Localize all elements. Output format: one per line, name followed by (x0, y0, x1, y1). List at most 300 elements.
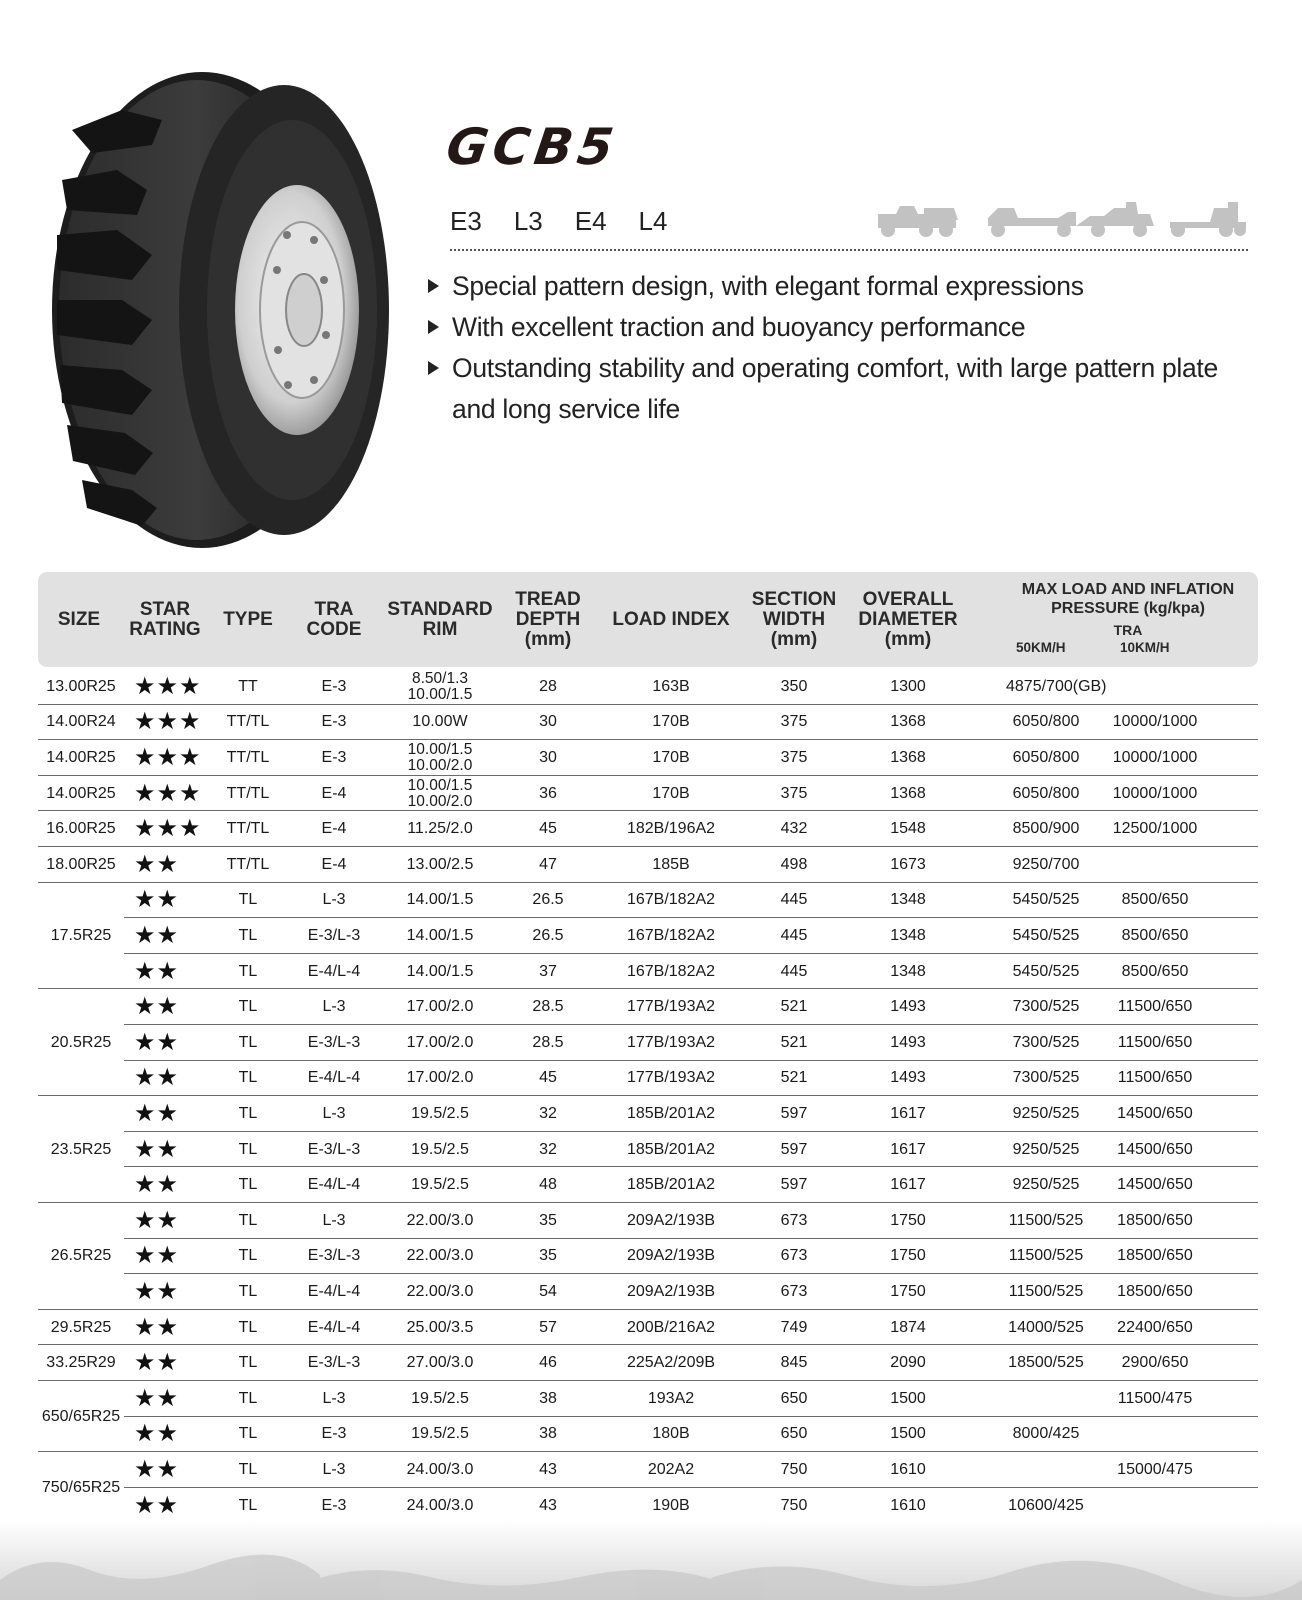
load-10kmh-cell: 10000/1000 (1112, 748, 1198, 766)
table-header (38, 572, 1258, 667)
rim-cell (382, 1417, 498, 1453)
load-50kmh-cell: 11500/525 (1008, 1282, 1084, 1300)
rim-cell (382, 740, 498, 776)
tra-code-cell: E-3/L-3 (307, 1354, 361, 1372)
table-row (38, 1239, 1258, 1275)
type-cell: TL (238, 1425, 258, 1443)
tra-code-cell: E-4/L-4 (307, 962, 361, 980)
star-rating-icon: ★★ (134, 1420, 180, 1448)
tra-label: TRA (1113, 622, 1143, 638)
table-row (38, 1488, 1258, 1524)
type-cell: TT/TL (226, 784, 270, 802)
rim-cell (382, 883, 498, 919)
type-cell: TL (238, 1069, 258, 1087)
load-10kmh-cell: 10000/1000 (1112, 784, 1198, 802)
tra-code-cell: E-4/L-4 (307, 1318, 361, 1336)
size-cell: 29.5R25 (50, 1318, 112, 1336)
tread-depth-cell: 32 (539, 1140, 557, 1158)
load-index-cell: 200B/216A2 (626, 1318, 716, 1336)
col-tread-depth: TREAD DEPTH (mm) (515, 588, 581, 650)
load-10kmh-cell: 18500/650 (1117, 1282, 1193, 1300)
size-cell: 750/65R25 (41, 1478, 121, 1496)
tra-code-cell: E-4/L-4 (307, 1069, 361, 1087)
table-row (38, 1310, 1258, 1346)
load-index-cell: 185B/201A2 (626, 1104, 716, 1122)
load-10kmh-cell: 12500/1000 (1112, 820, 1198, 838)
rim-cell (382, 811, 498, 847)
articulated-dump-truck-icon (878, 206, 958, 237)
load-index-cell: 185B/201A2 (626, 1140, 716, 1158)
col-type: TYPE (223, 608, 273, 630)
rim-value: 22.00/3.0 (406, 1211, 474, 1229)
overall-diameter-cell: 1348 (890, 926, 926, 944)
load-10kmh-cell: 8500/650 (1121, 926, 1189, 944)
type-cell: TL (238, 1033, 258, 1051)
machine-icons (876, 198, 1248, 240)
type-cell: TL (238, 891, 258, 909)
tread-depth-cell: 26.5 (532, 891, 564, 909)
tra-code-cell: E-3 (321, 713, 347, 731)
speed-labels (998, 640, 1258, 660)
load-10kmh-cell: 22400/650 (1117, 1318, 1193, 1336)
table-row (38, 883, 1258, 919)
rim-value: 17.00/2.0 (406, 1033, 474, 1051)
load-50kmh-cell (984, 1381, 1108, 1417)
type-cell: TL (238, 1176, 258, 1194)
table-row (38, 1417, 1258, 1453)
size-cell: 14.00R25 (46, 784, 116, 802)
section-width-cell: 375 (780, 748, 808, 766)
tra-code-cell: L-3 (322, 998, 346, 1016)
load-index-cell: 163B (652, 677, 690, 695)
tra-code-cell: E-3 (321, 748, 347, 766)
star-rating-icon: ★★ (134, 993, 180, 1021)
tread-depth-cell: 30 (539, 713, 557, 731)
load-index-cell: 170B (652, 748, 690, 766)
load-50kmh-cell: 18500/525 (1008, 1354, 1084, 1372)
rim-value: 10.00/2.0 (407, 756, 473, 774)
load-50kmh-cell: 11500/525 (1008, 1247, 1084, 1265)
star-rating-icon: ★★ (134, 1135, 180, 1163)
load-50kmh-cell: 9250/525 (1012, 1176, 1080, 1194)
table-row (38, 811, 1258, 847)
type-cell: TL (238, 1354, 258, 1372)
feature-text: Outstanding stability and operating comfort, with large pattern plate and long service life (452, 353, 1218, 424)
load-10kmh-cell: 18500/650 (1117, 1211, 1193, 1229)
load-index-cell: 202A2 (647, 1460, 695, 1478)
rim-cell (382, 669, 498, 705)
section-width-cell: 521 (780, 998, 808, 1016)
rim-value: 8.50/1.3 (411, 669, 469, 687)
overall-diameter-cell: 1493 (890, 998, 926, 1016)
type-cell: TT/TL (226, 713, 270, 731)
overall-diameter-cell: 2090 (890, 1354, 926, 1372)
load-10kmh-cell: 8500/650 (1121, 962, 1189, 980)
speed-50-label: 50KM/H (1016, 640, 1066, 655)
load-50kmh-cell (984, 1452, 1108, 1488)
speed-10-label: 10KM/H (1120, 640, 1170, 655)
rim-cell (382, 1488, 498, 1524)
table-row (38, 1167, 1258, 1203)
load-50kmh-cell: 8500/900 (1012, 820, 1080, 838)
star-rating-icon: ★★ (134, 1028, 180, 1056)
rim-value: 17.00/2.0 (406, 1069, 474, 1087)
rim-cell (382, 1274, 498, 1310)
type-cell: TT/TL (226, 820, 270, 838)
size-cell: 18.00R25 (46, 855, 116, 873)
star-rating-icon: ★★ (134, 921, 180, 949)
load-index-cell: 177B/193A2 (626, 1069, 716, 1087)
rim-value: 10.00/1.5 (407, 685, 473, 703)
tread-depth-cell: 45 (539, 1069, 557, 1087)
section-width-cell: 521 (780, 1069, 808, 1087)
load-10kmh-cell: 11500/475 (1117, 1389, 1193, 1407)
load-50kmh-cell: 14000/525 (1008, 1318, 1084, 1336)
tread-depth-cell: 36 (539, 784, 557, 802)
col-max-load (998, 580, 1258, 660)
star-rating-icon: ★★ (134, 1206, 180, 1234)
load-10kmh-cell (1100, 1488, 1210, 1524)
overall-diameter-cell: 1500 (890, 1425, 926, 1443)
star-rating-icon: ★★ (134, 1242, 180, 1270)
section-width-cell: 498 (780, 855, 808, 873)
tra-code-cell: E-3/L-3 (307, 926, 361, 944)
load-50kmh-cell: 6050/800 (1012, 784, 1080, 802)
table-row (38, 776, 1258, 812)
load-index-cell: 167B/182A2 (626, 891, 716, 909)
load-50kmh-cell: 7300/525 (1012, 998, 1080, 1016)
tread-depth-cell: 43 (539, 1496, 557, 1514)
overall-diameter-cell: 1750 (890, 1211, 926, 1229)
tra-code-cell: L-3 (322, 1104, 346, 1122)
col-overall-diameter: OVERALL DIAMETER (mm) (858, 588, 958, 650)
rim-value: 24.00/3.0 (406, 1460, 474, 1478)
rim-cell (382, 1345, 498, 1381)
section-width-cell: 673 (780, 1211, 808, 1229)
tread-depth-cell: 28 (539, 677, 557, 695)
load-10kmh-cell: 11500/650 (1117, 1033, 1193, 1051)
overall-diameter-cell: 1750 (890, 1282, 926, 1300)
rim-value: 19.5/2.5 (411, 1425, 469, 1443)
star-rating-icon: ★★ (134, 1277, 180, 1305)
type-cell: TL (238, 1389, 258, 1407)
max-load-line2: PRESSURE (kg/kpa) (1051, 600, 1205, 617)
star-rating-icon: ★★ (134, 1313, 180, 1341)
load-index-cell: 193A2 (647, 1389, 695, 1407)
rim-cell (382, 1132, 498, 1168)
section-width-cell: 375 (780, 784, 808, 802)
rim-cell (382, 1381, 498, 1417)
table-row (38, 1381, 1258, 1417)
load-index-cell: 209A2/193B (626, 1247, 716, 1265)
rim-value: 27.00/3.0 (406, 1354, 474, 1372)
rim-value: 14.00/1.5 (406, 891, 474, 909)
rim-value: 10.00/2.0 (407, 792, 473, 810)
overall-diameter-cell: 1617 (890, 1104, 926, 1122)
section-width-cell: 597 (780, 1104, 808, 1122)
table-row (38, 847, 1258, 883)
star-rating-icon: ★★ (134, 1491, 180, 1519)
type-cell: TT/TL (226, 855, 270, 873)
load-50kmh-cell: 9250/700 (1012, 855, 1080, 873)
tra-code-cell: E-3/L-3 (307, 1140, 361, 1158)
load-10kmh-cell: 10000/1000 (1112, 713, 1198, 731)
tread-depth-cell: 48 (539, 1176, 557, 1194)
feature-item (428, 266, 1248, 307)
load-50kmh-cell: 7300/525 (1012, 1069, 1080, 1087)
tread-depth-cell: 54 (539, 1282, 557, 1300)
overall-diameter-cell: 1368 (890, 748, 926, 766)
table-row (38, 1274, 1258, 1310)
tra-code-cell: E-4 (321, 820, 347, 838)
size-cell: 26.5R25 (50, 1247, 112, 1265)
table-row (38, 954, 1258, 990)
rim-cell (382, 1025, 498, 1061)
load-index-cell: 167B/182A2 (626, 962, 716, 980)
size-cell: 14.00R25 (46, 748, 116, 766)
rim-value: 17.00/2.0 (406, 998, 474, 1016)
type-cell: TL (238, 1247, 258, 1265)
rim-cell (382, 1310, 498, 1346)
load-50kmh-cell: 11500/525 (1008, 1211, 1084, 1229)
load-10kmh-cell: 14500/650 (1117, 1104, 1193, 1122)
rim-value: 10.00W (412, 713, 468, 731)
rim-cell (382, 1239, 498, 1275)
motor-grader-icon (1170, 202, 1246, 237)
rim-cell (382, 1203, 498, 1239)
load-10kmh-cell (1100, 669, 1210, 705)
load-50kmh-cell: 7300/525 (1012, 1033, 1080, 1051)
overall-diameter-cell: 1610 (890, 1460, 926, 1478)
section-width-cell: 597 (780, 1140, 808, 1158)
table-row (38, 1096, 1258, 1132)
load-index-cell: 180B (652, 1425, 690, 1443)
tread-depth-cell: 38 (539, 1389, 557, 1407)
star-rating-icon: ★★ (134, 1171, 180, 1199)
size-cell: 20.5R25 (50, 1033, 112, 1051)
rim-value: 11.25/2.0 (407, 820, 473, 838)
rim-value: 19.5/2.5 (411, 1140, 469, 1158)
tread-depth-cell: 37 (539, 962, 557, 980)
code-l4: L4 (638, 206, 668, 236)
tra-code-cell: E-4/L-4 (307, 1176, 361, 1194)
section-width-cell: 375 (780, 713, 808, 731)
section-width-cell: 750 (780, 1496, 808, 1514)
load-index-cell: 225A2/209B (626, 1354, 716, 1372)
load-index-cell: 170B (652, 784, 690, 802)
tread-depth-cell: 35 (539, 1247, 557, 1265)
tra-code-cell: E-4 (321, 784, 347, 802)
size-cell: 16.00R25 (46, 820, 116, 838)
overall-diameter-cell: 1368 (890, 713, 926, 731)
load-50kmh-cell: 9250/525 (1012, 1140, 1080, 1158)
rim-cell (382, 1452, 498, 1488)
tread-depth-cell: 47 (539, 855, 557, 873)
type-cell: TL (238, 1318, 258, 1336)
section-width-cell: 445 (780, 891, 808, 909)
load-10kmh-cell: 8500/650 (1121, 891, 1189, 909)
bullet-triangle-icon (428, 279, 439, 293)
feature-text: With excellent traction and buoyancy performance (452, 312, 1026, 342)
load-50kmh-cell: 5450/525 (1012, 891, 1080, 909)
type-cell: TT/TL (226, 748, 270, 766)
code-e3: E3 (450, 206, 482, 236)
table-row (38, 989, 1258, 1025)
tra-code-cell: L-3 (322, 1211, 346, 1229)
section-width-cell: 445 (780, 926, 808, 944)
section-width-cell: 445 (780, 962, 808, 980)
tra-code-cell: E-3 (321, 1425, 347, 1443)
rim-cell (382, 918, 498, 954)
rim-value: 19.5/2.5 (411, 1176, 469, 1194)
type-cell: TL (238, 1282, 258, 1300)
type-cell: TL (238, 998, 258, 1016)
load-10kmh-cell: 18500/650 (1117, 1247, 1193, 1265)
col-load-index: LOAD INDEX (612, 608, 730, 630)
rim-cell (382, 847, 498, 883)
tra-code-cell: E-4 (321, 855, 347, 873)
feature-list (428, 266, 1248, 430)
load-50kmh-cell: 9250/525 (1012, 1104, 1080, 1122)
table-row (38, 740, 1258, 776)
load-index-cell: 177B/193A2 (626, 1033, 716, 1051)
rim-cell (382, 1096, 498, 1132)
star-rating-icon: ★★ (134, 1455, 180, 1483)
load-50kmh-cell: 6050/800 (1012, 713, 1080, 731)
rim-value: 10.00/1.5 (407, 740, 473, 758)
rim-value: 13.00/2.5 (406, 855, 474, 873)
rim-value: 19.5/2.5 (411, 1104, 469, 1122)
overall-diameter-cell: 1300 (890, 677, 926, 695)
tra-code-cell: E-3 (321, 677, 347, 695)
load-10kmh-cell (1100, 1417, 1210, 1453)
star-rating-icon: ★★ (134, 850, 180, 878)
application-codes (450, 206, 667, 237)
rim-value: 22.00/3.0 (406, 1247, 474, 1265)
overall-diameter-cell: 1493 (890, 1069, 926, 1087)
bullet-triangle-icon (428, 320, 439, 334)
rim-value: 10.00/1.5 (407, 776, 473, 794)
load-index-cell: 185B (652, 855, 690, 873)
star-rating-icon: ★★ (134, 1349, 180, 1377)
rim-value: 22.00/3.0 (406, 1282, 474, 1300)
overall-diameter-cell: 1617 (890, 1140, 926, 1158)
rim-cell (382, 1167, 498, 1203)
section-width-cell: 521 (780, 1033, 808, 1051)
tire-image (52, 70, 392, 550)
overall-diameter-cell: 1617 (890, 1176, 926, 1194)
load-50kmh-cell: 5450/525 (1012, 962, 1080, 980)
star-rating-icon: ★★ (134, 1384, 180, 1412)
section-width-cell: 650 (780, 1425, 808, 1443)
overall-diameter-cell: 1368 (890, 784, 926, 802)
overall-diameter-cell: 1348 (890, 891, 926, 909)
load-50kmh-cell: 10600/425 (1008, 1496, 1084, 1514)
rim-value: 25.00/3.5 (406, 1318, 474, 1336)
star-rating-icon: ★★ (134, 957, 180, 985)
table-row (38, 1025, 1258, 1061)
rocky-ground-decoration (0, 1520, 1302, 1600)
tread-depth-cell: 28.5 (532, 1033, 564, 1051)
tread-depth-cell: 38 (539, 1425, 557, 1443)
star-rating-icon: ★★ (134, 886, 180, 914)
load-50kmh-cell: 5450/525 (1012, 926, 1080, 944)
load-10kmh-cell: 11500/650 (1117, 1069, 1193, 1087)
type-cell: TL (238, 1460, 258, 1478)
rim-value: 14.00/1.5 (406, 962, 474, 980)
tread-depth-cell: 26.5 (532, 926, 564, 944)
tread-depth-cell: 46 (539, 1354, 557, 1372)
overall-diameter-cell: 1548 (890, 820, 926, 838)
section-width-cell: 432 (780, 820, 808, 838)
table-row (38, 918, 1258, 954)
size-cell: 650/65R25 (41, 1407, 121, 1425)
star-rating-icon: ★★ (134, 1064, 180, 1092)
load-index-cell: 170B (652, 713, 690, 731)
table-row (38, 1132, 1258, 1168)
section-width-cell: 749 (780, 1318, 808, 1336)
load-index-cell: 185B/201A2 (626, 1176, 716, 1194)
overall-diameter-cell: 1673 (890, 855, 926, 873)
code-l3: L3 (513, 206, 543, 236)
load-index-cell: 190B (652, 1496, 690, 1514)
rim-cell (382, 989, 498, 1025)
section-width-cell: 673 (780, 1282, 808, 1300)
col-size: SIZE (57, 608, 101, 630)
rim-cell (382, 705, 498, 741)
load-50kmh-cell: 8000/425 (1012, 1425, 1080, 1443)
tra-code-cell: E-4/L-4 (307, 1282, 361, 1300)
section-width-cell: 845 (780, 1354, 808, 1372)
spec-table (38, 572, 1258, 1523)
rim-value: 19.5/2.5 (411, 1389, 469, 1407)
section-width-cell: 650 (780, 1389, 808, 1407)
col-star-rating: STAR RATING (129, 598, 201, 640)
load-index-cell: 209A2/193B (626, 1282, 716, 1300)
table-row (38, 1345, 1258, 1381)
section-width-cell: 750 (780, 1460, 808, 1478)
col-standard-rim: STANDARD RIM (387, 598, 493, 640)
tread-depth-cell: 30 (539, 748, 557, 766)
load-index-cell: 177B/193A2 (626, 998, 716, 1016)
table-row (38, 669, 1258, 705)
feature-text: Special pattern design, with elegant formal expressions (452, 271, 1084, 301)
star-rating-icon: ★★★ (134, 708, 202, 736)
load-10kmh-cell: 2900/650 (1121, 1354, 1189, 1372)
type-cell: TL (238, 1211, 258, 1229)
rim-cell (382, 954, 498, 990)
tra-code-cell: L-3 (322, 1389, 346, 1407)
wheel-loader-icon (1076, 202, 1154, 237)
star-rating-icon: ★★★ (134, 743, 202, 771)
table-row (38, 705, 1258, 741)
rim-cell (382, 1061, 498, 1097)
load-50kmh-cell: 6050/800 (1012, 748, 1080, 766)
type-cell: TL (238, 926, 258, 944)
divider-line (450, 249, 1248, 251)
table-row (38, 1061, 1258, 1097)
scraper-icon (988, 208, 1076, 237)
load-10kmh-cell (1100, 847, 1210, 883)
load-10kmh-cell: 14500/650 (1117, 1140, 1193, 1158)
tread-depth-cell: 43 (539, 1460, 557, 1478)
overall-diameter-cell: 1750 (890, 1247, 926, 1265)
section-width-cell: 597 (780, 1176, 808, 1194)
feature-item (428, 348, 1248, 430)
rim-value: 24.00/3.0 (406, 1496, 474, 1514)
tread-depth-cell: 32 (539, 1104, 557, 1122)
load-10kmh-cell: 11500/650 (1117, 998, 1193, 1016)
